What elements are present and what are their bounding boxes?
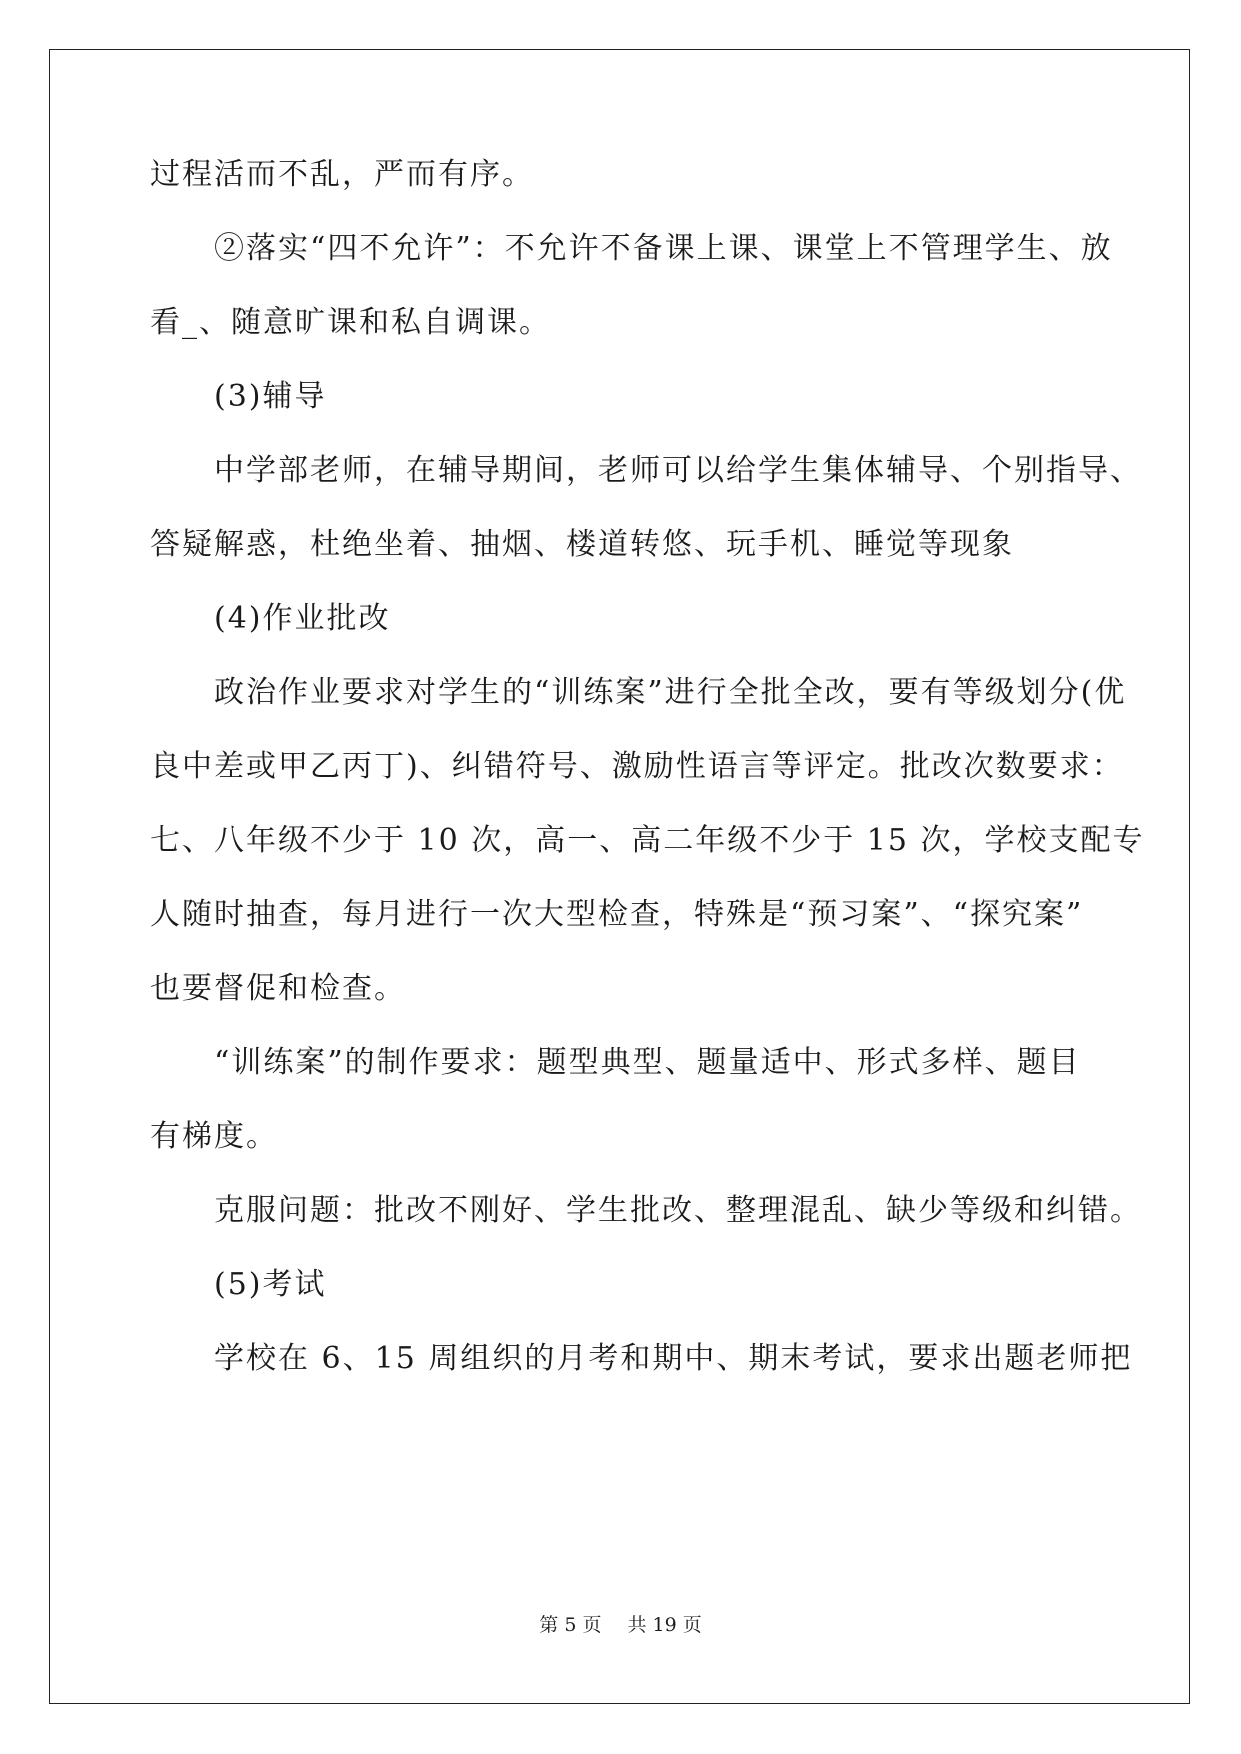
text-line-13: “训练案”的制作要求：题型典型、题量适中、形式多样、题目	[214, 1045, 1081, 1080]
section-heading-tutoring: (3)辅导	[214, 379, 327, 414]
text-line-2: ②落实“四不允许”：不允许不备课上课、课堂上不管理学生、放	[214, 231, 1113, 266]
text-line-8: 政治作业要求对学生的“训练案”进行全批全改，要有等级划分(优	[214, 675, 1127, 710]
text-line-6: 答疑解惑，杜绝坐着、抽烟、楼道转悠、玩手机、睡觉等现象	[150, 527, 1014, 562]
page-total: 共 19 页	[627, 1614, 702, 1636]
text-line-11: 人随时抽查，每月进行一次大型检查，特殊是“预习案”、“探究案”	[150, 897, 1084, 932]
page-number: 第 5 页	[539, 1614, 602, 1636]
text-line-9: 良中差或甲乙丙丁)、纠错符号、激励性语言等评定。批改次数要求：	[150, 749, 1124, 784]
text-line-10: 七、八年级不少于 10 次，高一、高二年级不少于 15 次，学校支配专	[150, 823, 1145, 858]
section-heading-homework: (4)作业批改	[214, 601, 391, 636]
text-line-5: 中学部老师，在辅导期间，老师可以给学生集体辅导、个别指导、	[214, 453, 1142, 488]
text-line-15: 克服问题：批改不刚好、学生批改、整理混乱、缺少等级和纠错。	[214, 1193, 1142, 1228]
page-border	[49, 49, 1190, 1704]
page-footer	[0, 1613, 1241, 1637]
text-line-14: 有梯度。	[150, 1119, 278, 1154]
text-line-3: 看_、随意旷课和私自调课。	[150, 305, 551, 340]
section-heading-exam: (5)考试	[214, 1267, 327, 1302]
text-line-12: 也要督促和检查。	[150, 971, 406, 1006]
text-line-17: 学校在 6、15 周组织的月考和期中、期末考试，要求出题老师把	[214, 1341, 1133, 1376]
text-line-1: 过程活而不乱，严而有序。	[150, 157, 534, 192]
